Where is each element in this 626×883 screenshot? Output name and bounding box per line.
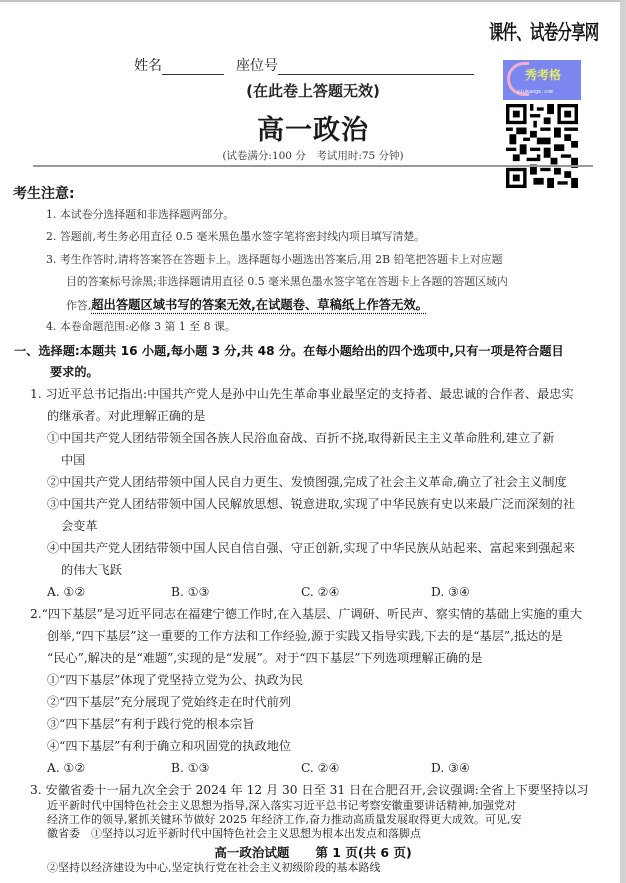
question-1-statement: ①中国共产党人团结带领全国各族人民浴血奋战、百折不挠,取得新民主主义革命胜利,建立了新: [47, 431, 555, 445]
option-c[interactable]: C. ②④: [301, 761, 340, 775]
page-footer: [0, 843, 626, 861]
question-2-statement: ③“四下基层”有利于践行党的根本宗旨: [47, 717, 255, 731]
site-banner: 课件、试卷分享网: [489, 20, 599, 44]
question-3-stem: 3. 安徽省委十一届九次全会于 2024 年 12 月 30 日至 31 日在合肥召开,会议强调:全省上下要坚持以习: [30, 783, 589, 797]
notice-item-continued: [66, 296, 428, 314]
seat-label: 座位号: [236, 58, 278, 74]
question-3-stem-continued-end: [47, 826, 421, 842]
notice-item: 1. 本试卷分选择题和非选择题两部分。: [46, 208, 235, 221]
logo-url-text: xiukaoge.com: [517, 89, 554, 95]
question-3-stem-continued: 经济工作的领导,紧抓关键环节做好 2025 年经济工作,奋力推动高质量发展取得更大成效。可见,安: [47, 813, 522, 826]
notice-item: 2. 答题前,考生务必用直径 0.5 毫米黑色墨水签字笔将密封线内项目填写清楚。: [46, 230, 426, 243]
section-heading: 一、选择题:本题共 16 小题,每小题 3 分,共 48 分。在每小题给出的四个选项中,只有一项是符合题目: [14, 344, 564, 358]
footer-page-number: 第 1 页(共 6 页): [315, 845, 412, 860]
invalid-note: (在此卷上答题无效): [246, 82, 380, 100]
page-title: 高一政治: [257, 115, 369, 146]
question-1-options: [47, 584, 507, 600]
name-label: 姓名: [134, 58, 162, 74]
question-2-stem: 2.“四下基层”是习近平同志在福建宁德工作时,在入基层、广调研、听民声、察实情的基础上实施的重大: [30, 607, 583, 621]
section-heading-continued: 要求的。: [50, 365, 99, 379]
option-d[interactable]: D. ③④: [431, 761, 470, 775]
notice-item-prefix: 作答,: [66, 299, 92, 312]
notice-item: 4. 本卷命题范围:必修 3 第 1 至 8 课。: [46, 320, 236, 333]
question-2-statement: ②“四下基层”充分展现了党始终走在时代前列: [47, 695, 292, 709]
candidate-info-row: [134, 55, 474, 75]
header-divider: [33, 165, 593, 167]
seat-blank[interactable]: [278, 60, 474, 75]
footer-subject: 高一政治试题: [214, 845, 290, 860]
option-b[interactable]: B. ①③: [171, 761, 210, 775]
name-blank[interactable]: [162, 60, 224, 75]
question-3-stem-tail: 徽省委: [47, 827, 80, 840]
option-a[interactable]: A. ①②: [47, 585, 86, 599]
logo-brand-text: 秀考格: [525, 68, 562, 82]
notice-item-continued: 目的答案标号涂黑;非选择题请用直径 0.5 毫米黑色墨水签字笔在答题卡上各题的答题区域内: [66, 275, 508, 288]
exam-info: (试卷满分:100 分 考试用时:75 分钟): [222, 150, 404, 162]
question-3-stem-continued: 近平新时代中国特色社会主义思想为指导,深入落实习近平总书记考察安徽重要讲话精神,加强党对: [47, 799, 516, 812]
question-1-statement-continued: 中国: [61, 453, 86, 467]
option-a[interactable]: A. ①②: [47, 761, 86, 775]
question-2-statement: ④“四下基层”有利于确立和巩固党的执政地位: [47, 739, 292, 753]
question-1-statement: ③中国共产党人团结带领中国人民解放思想、锐意进取,实现了中华民族有史以来最广泛而深刻的社: [47, 497, 575, 511]
question-1-statement: ④中国共产党人团结带领中国人民自信自强、守正创新,实现了中华民族从站起来、富起来到强起来: [47, 541, 575, 555]
notice-item: 3. 考生作答时,请将答案答在答题卡上。选择题每小题选出答案后,用 2B 铅笔把答题卡上对应题: [46, 253, 503, 266]
option-b[interactable]: B. ①③: [171, 585, 210, 599]
question-2-stem-continued: 创举,“四下基层”这一重要的工作方法和工作经验,源于实践又指导实践,下去的是“基层”,抵达的是: [47, 629, 563, 643]
question-3-statement: ②坚持以经济建设为中心,坚定执行党在社会主义初级阶段的基本路线: [47, 861, 381, 874]
question-2-options: [47, 760, 507, 776]
question-2-stem-continued: “民心”,解决的是“难题”,实现的是“发展”。对于“四下基层”下列选项理解正确的是: [47, 651, 483, 665]
question-1-stem-continued: 的继承者。对此理解正确的是: [47, 409, 206, 423]
notice-emphasis: 超出答题区域书写的答案无效,在试题卷、草稿纸上作答无效。: [91, 298, 428, 312]
question-1-statement-continued: 会变革: [61, 519, 98, 533]
top-border: [0, 0, 626, 2]
question-1-statement: ②中国共产党人团结带领中国人民自力更生、发愤图强,完成了社会主义革命,确立了社会主义制度: [47, 475, 567, 489]
question-1-statement-continued: 的伟大飞跃: [61, 563, 122, 577]
question-2-statement: ①“四下基层”体现了党坚持立党为公、执政为民: [47, 673, 304, 687]
question-3-statement: ①坚持以习近平新时代中国特色社会主义思想为根本出发点和落脚点: [91, 827, 421, 840]
option-d[interactable]: D. ③④: [431, 585, 470, 599]
notice-title: 考生注意:: [13, 186, 75, 202]
option-c[interactable]: C. ②④: [301, 585, 340, 599]
question-1-stem: 1. 习近平总书记指出:中国共产党人是孙中山先生革命事业最坚定的支持者、最忠诚的合作者、最忠实: [30, 387, 574, 401]
